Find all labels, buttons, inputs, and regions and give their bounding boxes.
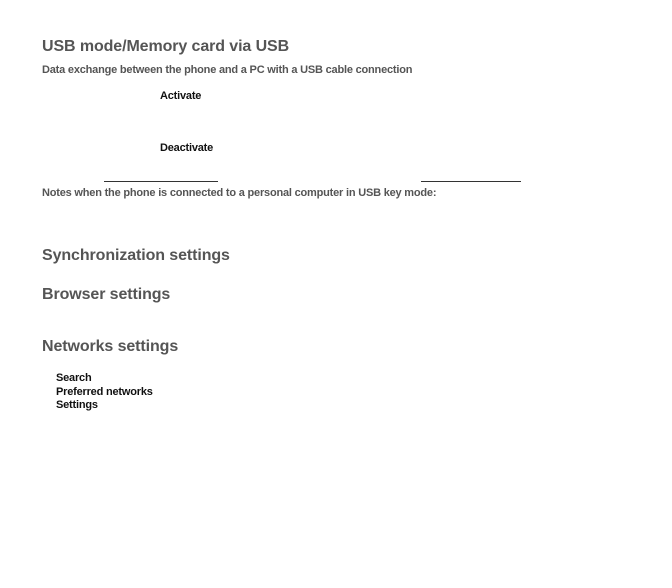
synchronization-settings-heading: Synchronization settings	[42, 247, 230, 264]
deactivate-option: Deactivate	[160, 142, 214, 154]
browser-settings-heading: Browser settings	[42, 286, 171, 303]
networks-settings-list	[56, 372, 153, 413]
divider-rule-left	[104, 181, 218, 182]
usb-mode-heading: USB mode/Memory card via USB	[42, 38, 290, 55]
networks-settings-heading: Networks settings	[42, 338, 179, 355]
list-item-settings: Settings	[56, 399, 98, 411]
list-item-preferred-networks: Preferred networks	[56, 385, 153, 398]
divider-rule-right	[421, 181, 521, 182]
usb-notes-text: Notes when the phone is connected to a personal computer in USB key mode:	[42, 187, 437, 199]
activate-option: Activate	[160, 90, 202, 102]
usb-mode-description: Data exchange between the phone and a PC with a USB cable connection	[42, 64, 413, 76]
list-item-search: Search	[56, 372, 92, 384]
